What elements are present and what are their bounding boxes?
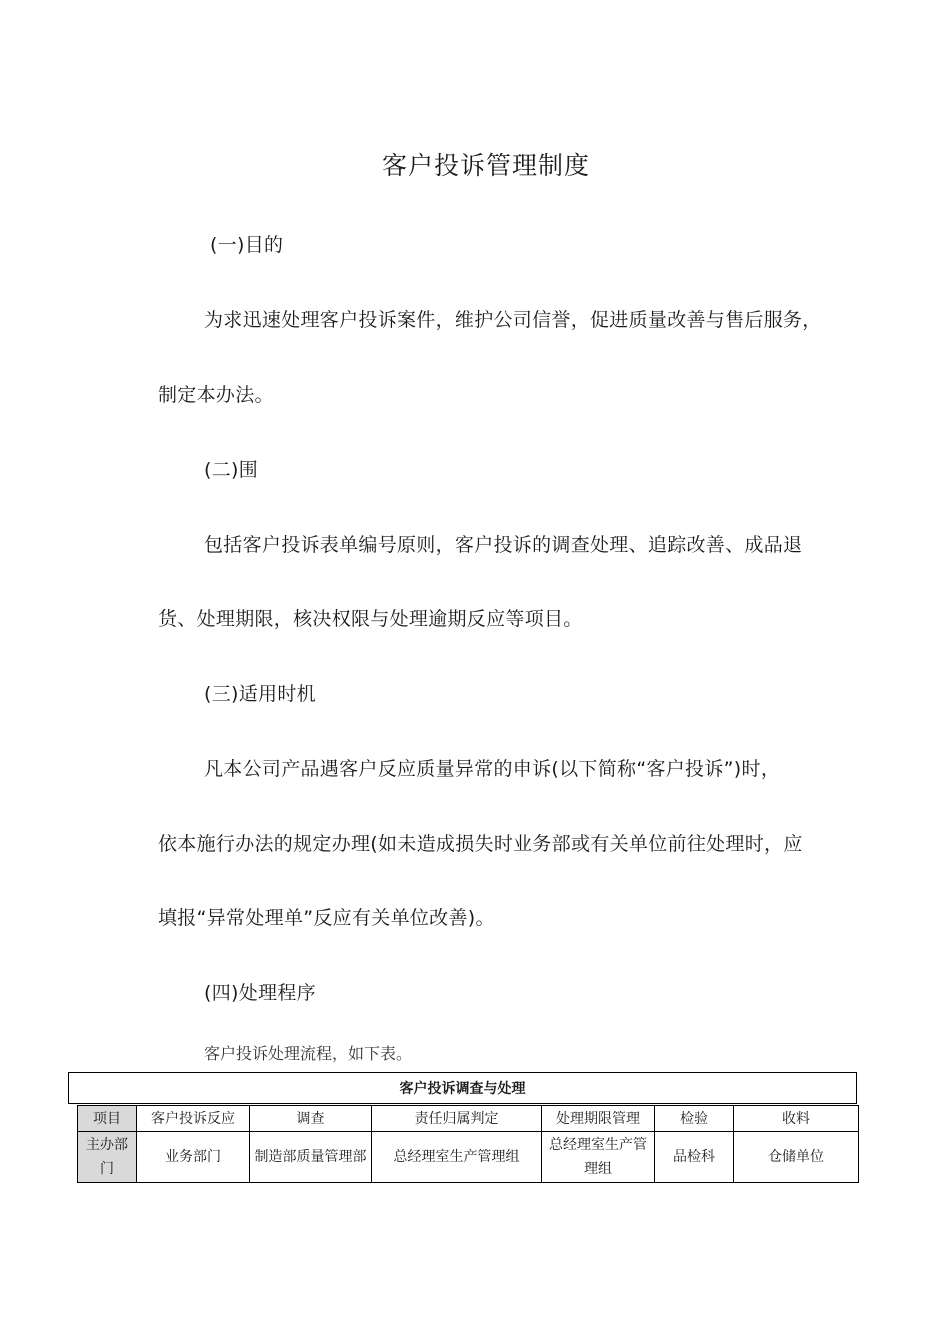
section-2-heading: (二)围 (204, 459, 259, 481)
cell-gm-office-2: 总经理室生产管理组 (542, 1132, 655, 1183)
cell-gm-office: 总经理室生产管理组 (372, 1132, 542, 1183)
header-cell-complaint: 客户投诉反应 (137, 1106, 250, 1132)
section-1-body-line-1: 为求迅速处理客户投诉案件，维护公司信誉，促进质量改善与售后服务， (204, 309, 822, 331)
section-3-body-line-2: 依本施行办法的规定办理(如未造成损失时业务部或有关单位前往处理时，应 (158, 833, 803, 855)
table-header-row (78, 1106, 859, 1132)
table-caption: 客户投诉调查与处理 (68, 1072, 857, 1104)
section-4-heading: (四)处理程序 (204, 982, 316, 1004)
header-cell-deadline: 处理期限管理 (542, 1106, 655, 1132)
header-cell-inspection: 检验 (655, 1106, 734, 1132)
section-1-body-line-2: 制定本办法。 (158, 384, 274, 406)
section-1-heading: (一)目的 (210, 234, 284, 256)
section-3-body-line-1: 凡本公司产品遇客户反应质量异常的申诉(以下简称“客户投诉”)时， (204, 758, 781, 780)
table-intro: 客户投诉处理流程，如下表。 (204, 1044, 413, 1063)
cell-warehouse: 仓储单位 (734, 1132, 859, 1183)
cell-inspection: 品检科 (655, 1132, 734, 1183)
section-3-body-line-3: 填报“异常处理单”反应有关单位改善)。 (158, 907, 495, 929)
header-cell-investigation: 调查 (250, 1106, 372, 1132)
table-row (78, 1132, 859, 1183)
document-title: 客户投诉管理制度 (381, 151, 590, 180)
header-cell-responsibility: 责任归属判定 (372, 1106, 542, 1132)
header-cell-item: 项目 (78, 1106, 137, 1132)
section-2-body-line-1: 包括客户投诉表单编号原则，客户投诉的调查处理、追踪改善、成品退 (204, 534, 803, 556)
header-cell-receiving: 收料 (734, 1106, 859, 1132)
complaint-table (77, 1105, 859, 1183)
cell-quality-dept: 制造部质量管理部 (250, 1132, 372, 1183)
row-label-dept: 主办部门 (78, 1132, 137, 1183)
section-2-body-line-2: 货、处理期限，核决权限与处理逾期反应等项目。 (158, 608, 583, 630)
cell-sales-dept: 业务部门 (137, 1132, 250, 1183)
section-3-heading: (三)适用时机 (204, 683, 316, 705)
